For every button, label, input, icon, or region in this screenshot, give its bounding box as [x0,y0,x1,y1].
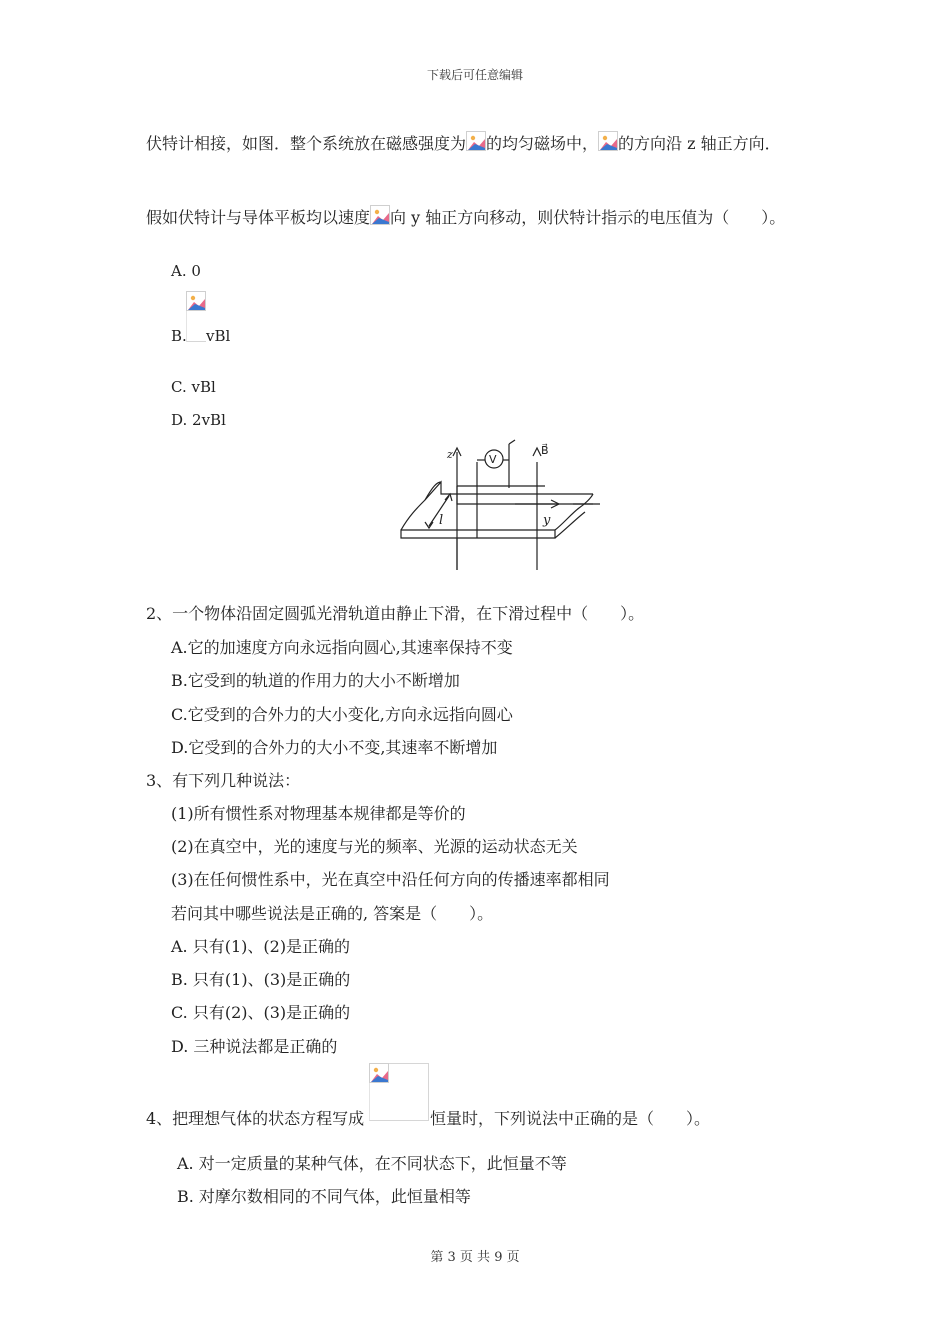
q1-line-2-part-a: 假如伏特计与导体平板均以速度 [146,208,371,227]
q3-statement-3: (3)在任何惯性系中，光在真空中沿任何方向的传播速率都相同 [171,870,610,889]
b-field-label: B⃗ [541,444,549,457]
plate-front-edge [401,530,555,538]
q4-stem-part-a: 4、把理想气体的状态方程写成 [146,1109,365,1128]
q2-option-d: D.它受到的合外力的大小不变,其速率不断增加 [171,738,498,757]
q2-option-c: C.它受到的合外力的大小变化,方向永远指向圆心 [171,705,513,724]
q3-statement-2: (2)在真空中，光的速度与光的频率、光源的运动状态无关 [171,837,578,856]
q3-question: 若问其中哪些说法是正确的, 答案是（ ）。 [171,904,494,923]
q1-option-a: A. 0 [171,262,201,280]
broken-image-icon [598,131,618,151]
broken-image-icon [186,291,206,311]
q3-stem: 3、有下列几种说法： [146,771,301,790]
q1-option-c: C. vBl [171,378,216,396]
q1-option-b-image-frame [186,292,206,342]
q2-option-b: B.它受到的轨道的作用力的大小不断增加 [171,671,460,690]
q3-option-a: A. 只有(1)、(2)是正确的 [171,937,351,956]
q3-statement-1: (1)所有惯性系对物理基本规律都是等价的 [171,804,466,823]
y-axis-label: y [543,513,551,528]
q1-line-2 [146,205,785,228]
length-label: l [439,513,444,528]
q2-stem: 2、一个物体沿固定圆弧光滑轨道由静止下滑，在下滑过程中（ ）。 [146,604,645,623]
q4-option-a: A. 对一定质量的某种气体，在不同状态下，此恒量不等 [177,1154,567,1173]
q3-option-c: C. 只有(2)、(3)是正确的 [171,1003,351,1022]
q4-option-b: B. 对摩尔数相同的不同气体，此恒量相等 [177,1187,471,1206]
broken-image-icon [370,205,390,225]
broken-image-icon [466,131,486,151]
q1-option-b-prefix: B. [171,327,187,345]
q1-option-b-suffix: vBl [206,327,231,345]
page-header: 下载后可任意编辑 [426,68,523,82]
q1-line-2-part-b: 向 y 轴正方向移动，则伏特计指示的电压值为（ ）。 [390,208,786,227]
q3-option-d: D. 三种说法都是正确的 [171,1037,338,1056]
q1-line-1-part-c: 的方向沿 z 轴正方向． [618,134,781,153]
q1-option-d: D. 2vBl [171,411,226,429]
broken-image-icon [369,1063,389,1083]
q1-line-1-part-b: 的均匀磁场中， [486,134,599,153]
voltmeter-label: V [489,453,497,466]
q1-line-1 [146,131,781,154]
q1-line-1-part-a: 伏特计相接，如图．整个系统放在磁感强度为 [146,134,467,153]
q4-equation-image-frame [369,1063,429,1121]
plate-right-edge [555,494,593,530]
q2-option-a: A.它的加速度方向永远指向圆心,其速率保持不变 [171,638,513,657]
page-footer: 第 3 页 共 9 页 [430,1250,520,1265]
q4-stem-part-b: 恒量时，下列说法中正确的是（ ）。 [430,1109,711,1128]
z-axis-label: z [447,448,453,461]
q3-option-b: B. 只有(1)、(3)是正确的 [171,970,351,989]
q1-circuit-figure [395,438,625,572]
plate-top-left [401,482,593,530]
